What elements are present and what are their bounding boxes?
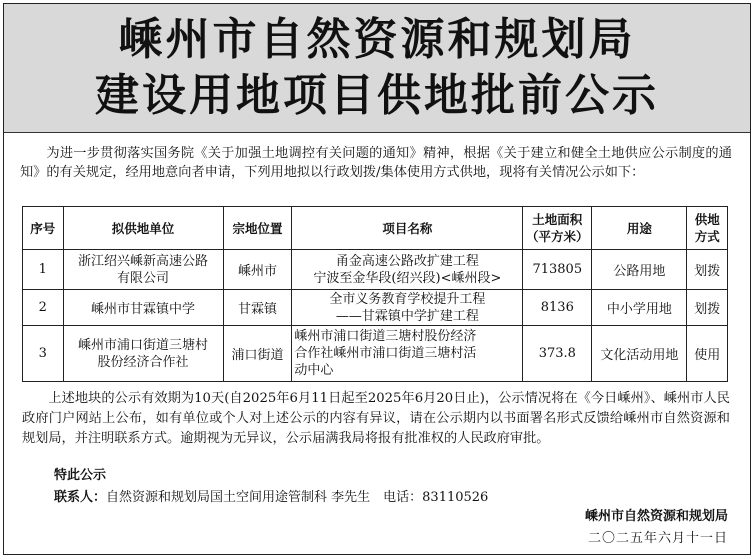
row-project: [292, 290, 523, 326]
row-project-line3: 动中心: [294, 363, 334, 378]
row-seq: 1: [23, 250, 64, 290]
row-location: 甘霖镇: [223, 290, 292, 326]
row-unit: [63, 326, 223, 382]
row-project-line1: 嵊州市浦口街道三塘村股份经济: [294, 329, 477, 344]
row-unit-line1: 浙江绍兴嵊新高速公路: [78, 253, 209, 269]
row-seq: 2: [23, 290, 64, 326]
header-method: [687, 207, 728, 250]
table-row: [23, 290, 728, 326]
row-project-line1: 全市义务教育学校提升工程: [329, 291, 486, 307]
header-project: 项目名称: [292, 207, 523, 250]
row-unit-line2: 有限公司: [117, 270, 170, 286]
header-method-line1: 供地: [694, 212, 720, 227]
row-area: 8136: [523, 290, 592, 326]
row-project-line2: ——甘霖镇中学扩建工程: [335, 308, 479, 324]
row-unit: [63, 250, 223, 290]
contact-label: 联系人：: [54, 490, 107, 505]
title-line-1: 嵊州市自然资源和规划局: [118, 14, 636, 65]
header-area-line2: （平方米）: [526, 229, 589, 244]
row-method: 使用: [687, 326, 728, 382]
intro-paragraph: 为进一步贯彻落实国务院《关于加强土地调控有关问题的通知》精神，根据《关于建立和健全土地供应公示制度的通知》的有关规定，经用地意向者申请，下列用地拟以行政划拨/集体使用方式供地，现将有关情况公示如下：: [20, 146, 732, 180]
header-seq: 序号: [23, 207, 64, 250]
header-unit: 拟供地单位: [63, 207, 223, 250]
signature-date: 二〇二五年六月十一日: [587, 531, 728, 546]
row-area: 373.8: [523, 326, 592, 382]
table-row: [23, 326, 728, 382]
row-location: 嵊州市: [223, 250, 292, 290]
row-use: 公路用地: [592, 250, 687, 290]
row-project-line1: 甬金高速公路改扩建工程: [335, 253, 479, 269]
row-method: 划拨: [687, 290, 728, 326]
row-use: 文化活动用地: [592, 326, 687, 382]
row-project: [292, 250, 523, 290]
row-unit: 嵊州市甘霖镇中学: [63, 290, 223, 326]
row-seq: 3: [23, 326, 64, 382]
header-method-line2: 方式: [694, 229, 720, 244]
header-use: 用途: [592, 207, 687, 250]
row-unit-line1: 嵊州市浦口街道三塘村: [78, 337, 209, 353]
row-project-line2: 合作社嵊州市浦口街道三塘村活: [294, 346, 477, 361]
row-use: 中小学用地: [592, 290, 687, 326]
header-area-line1: 土地面积: [532, 212, 583, 227]
row-project-line2: 宁波至金华段(绍兴段)<嵊州段>: [313, 270, 502, 286]
title-banner: [4, 4, 750, 133]
header-area: [523, 207, 592, 250]
header-location: 宗地位置: [223, 207, 292, 250]
contact-line: [54, 486, 488, 505]
title-line-2: 建设用地项目供地批前公示: [95, 70, 659, 121]
row-method: 划拨: [687, 250, 728, 290]
row-area: 713805: [523, 250, 592, 290]
row-unit-line2: 股份经济合作社: [97, 354, 189, 370]
row-project: [292, 326, 523, 382]
contact-text: 自然资源和规划局国土空间用途管制科 李先生 电话：83110526: [106, 490, 489, 505]
signature-org: 嵊州市自然资源和规划局: [584, 509, 728, 524]
table-row: [23, 250, 728, 290]
table-header-row: [23, 207, 728, 250]
project-table: [22, 206, 728, 382]
special-announcement: 特此公示: [54, 468, 107, 483]
row-location: 浦口街道: [223, 326, 292, 382]
notice-paragraph: 上述地块的公示有效期为10天(自2025年6月11日起至2025年6月20日止)，公示情况将在《今日嵊州》、嵊州市人民政府门户网站上公布，如有单位或个人对上述公示的内容有异议，请在公示期内以书面署名形式反馈给嵊州市自然资源和规划局，并注明联系方式。逾期视为无异议，公示届满我局将报有批准权的人民政府审批。: [22, 391, 730, 446]
